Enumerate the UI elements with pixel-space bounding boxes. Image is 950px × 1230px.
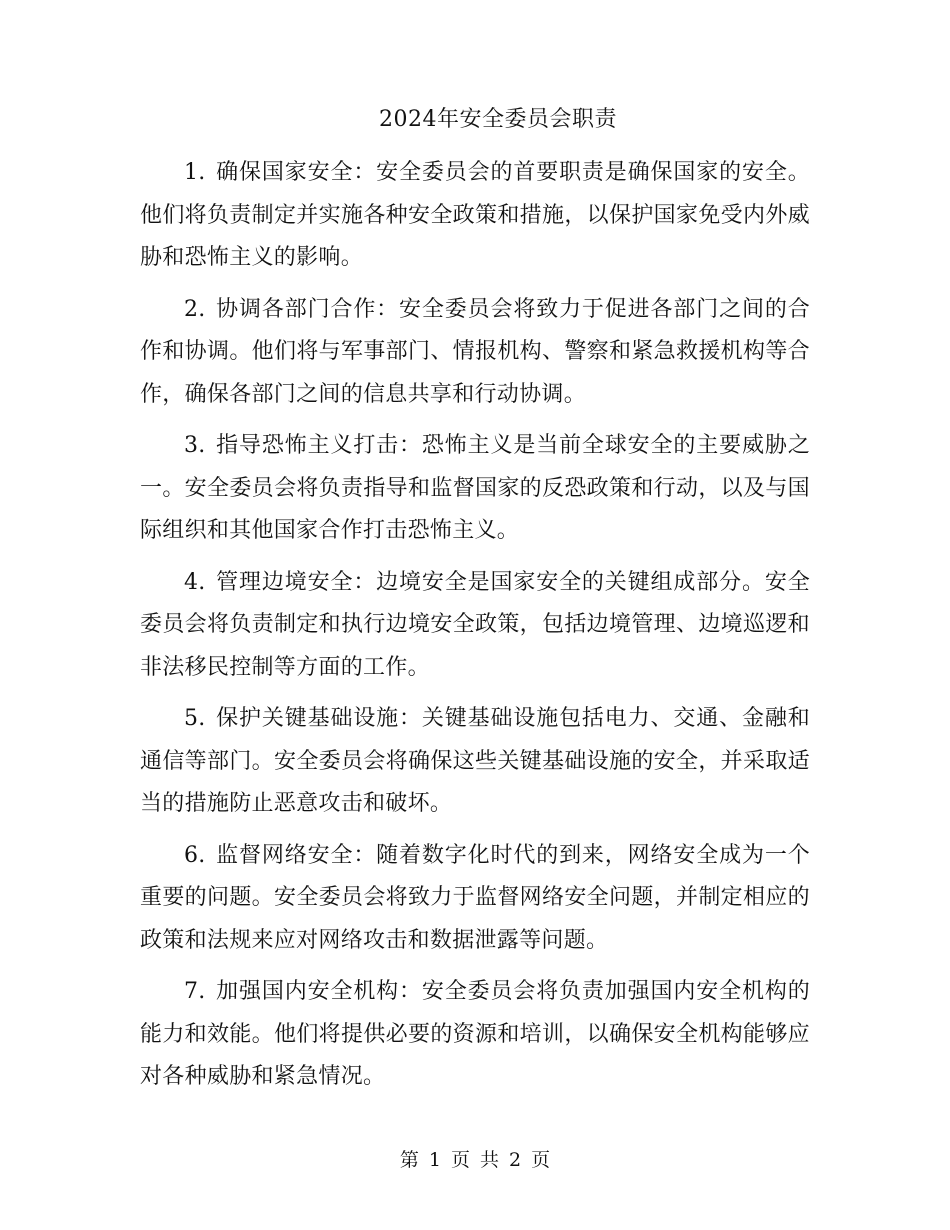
paragraph-number: 5. (184, 706, 206, 731)
document-title: 2024年安全委员会职责 (379, 107, 617, 132)
paragraph-number: 3. (184, 433, 206, 458)
paragraph-2 (140, 289, 810, 417)
paragraph-text: 加强国内安全机构：安全委员会将负责加强国内安全机构的能力和效能。他们将提供必要的资源和培训，以确保安全机构能够应对各种威胁和紧急情况。 (140, 979, 810, 1089)
paragraph-6 (140, 835, 810, 963)
paragraph-text: 保护关键基础设施：关键基础设施包括电力、交通、金融和通信等部门。安全委员会将确保这些关键基础设施的安全，并采取适当的措施防止恶意攻击和破坏。 (140, 706, 810, 816)
paragraph-number: 7. (184, 979, 206, 1004)
paragraph-text: 指导恐怖主义打击：恐怖主义是当前全球安全的主要威胁之一。安全委员会将负责指导和监督国家的反恐政策和行动，以及与国际组织和其他国家合作打击恐怖主义。 (140, 433, 810, 543)
paragraph-4 (140, 562, 810, 690)
paragraph-number: 4. (184, 569, 206, 595)
paragraph-5 (140, 698, 810, 826)
document-body (140, 152, 810, 1108)
paragraph-3 (140, 425, 810, 553)
paragraph-text: 确保国家安全：安全委员会的首要职责是确保国家的安全。他们将负责制定并实施各种安全政策和措施，以保护国家免受内外威胁和恐怖主义的影响。 (140, 160, 810, 270)
paragraph-1 (140, 152, 810, 280)
paragraph-text: 协调各部门合作：安全委员会将致力于促进各部门之间的合作和协调。他们将与军事部门、情报机构、警察和紧急救援机构等合作，确保各部门之间的信息共享和行动协调。 (140, 296, 810, 407)
paragraph-number: 6. (184, 842, 206, 868)
paragraph-text: 管理边境安全：边境安全是国家安全的关键组成部分。安全委员会将负责制定和执行边境安全政策，包括边境管理、边境巡逻和非法移民控制等方面的工作。 (140, 569, 810, 680)
page-footer: 第 1 页 共 2 页 (399, 1149, 551, 1171)
paragraph-text: 监督网络安全：随着数字化时代的到来，网络安全成为一个重要的问题。安全委员会将致力于监督网络安全问题，并制定相应的政策和法规来应对网络攻击和数据泄露等问题。 (140, 842, 810, 953)
paragraph-7 (140, 971, 810, 1099)
paragraph-number: 1. (184, 160, 206, 185)
paragraph-number: 2. (184, 296, 206, 322)
